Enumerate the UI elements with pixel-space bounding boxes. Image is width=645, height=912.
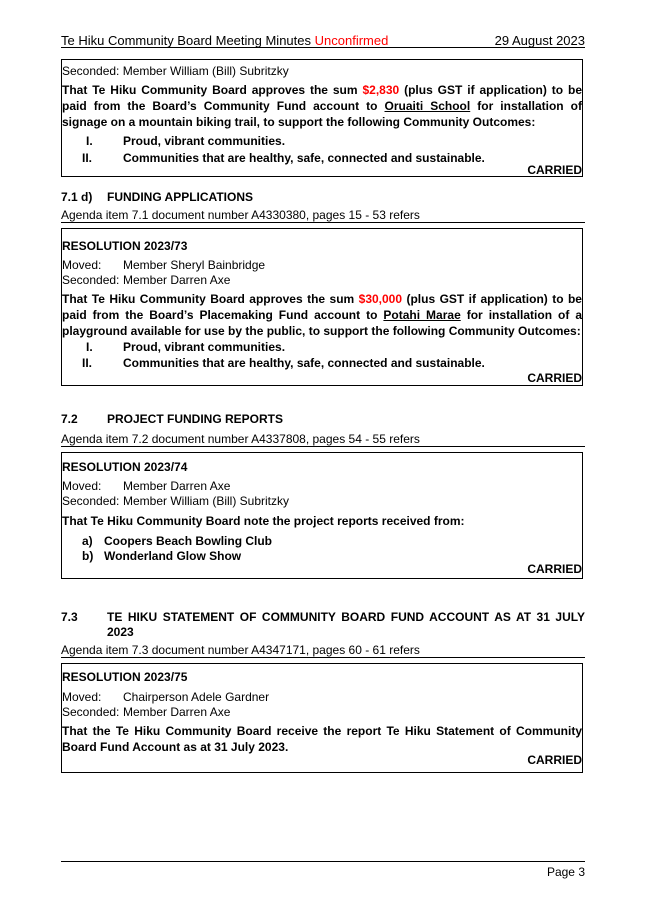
outcome-num: II. [82, 356, 93, 370]
page-footer [61, 861, 585, 879]
resolution-box [61, 228, 583, 386]
section-title: TE HIKU STATEMENT OF COMMUNITY BOARD FUND ACCOUNT AS AT 31 JULY 2023 [107, 610, 585, 639]
header-status: Unconfirmed [314, 33, 389, 48]
seconded-by: Member Darren Axe [123, 705, 231, 719]
seconded-by: Member Darren Axe [123, 273, 231, 287]
seconded-line: Seconded: Member William (Bill) Subritzky [62, 64, 289, 78]
resolution-text-mid: (plus GST if application) to be paid from the Board’s Placemaking Fund account to [62, 292, 582, 322]
resolution-number: RESOLUTION 2023/73 [62, 239, 188, 253]
resolution-text [62, 291, 582, 339]
carried-label: CARRIED [527, 163, 582, 177]
resolution-number: RESOLUTION 2023/74 [62, 460, 188, 474]
resolution-number: RESOLUTION 2023/75 [62, 670, 188, 684]
moved-label: Moved: [62, 690, 102, 704]
carried-label: CARRIED [527, 371, 582, 385]
section-number: 7.1 d) [61, 190, 93, 204]
outcome-num: II. [82, 151, 93, 165]
resolution-text-pre: That Te Hiku Community Board approves the sum [62, 292, 355, 306]
report-num: a) [82, 534, 93, 548]
seconded-label: Seconded: [62, 494, 120, 508]
page-number: Page 3 [546, 865, 585, 879]
resolution-recipient: Potahi Marae [383, 308, 461, 322]
resolution-box-continued [61, 59, 583, 177]
outcome-text: Proud, vibrant communities. [123, 134, 286, 148]
outcome-num: I. [86, 134, 93, 148]
seconded-label: Seconded: [62, 273, 120, 287]
resolution-box [61, 452, 583, 579]
section-title: PROJECT FUNDING REPORTS [107, 412, 284, 426]
moved-by: Chairperson Adele Gardner [123, 690, 270, 704]
carried-label: CARRIED [527, 753, 582, 767]
seconded-by: Member William (Bill) Subritzky [123, 494, 290, 508]
carried-label: CARRIED [527, 562, 582, 576]
report-name: Wonderland Glow Show [104, 549, 242, 563]
header-title: Te Hiku Community Board Meeting Minutes [61, 33, 311, 48]
resolution-text-mid: (plus GST if application) to be paid from the Board’s Community Fund account to [62, 83, 582, 113]
moved-by: Member Darren Axe [123, 479, 231, 493]
report-name: Coopers Beach Bowling Club [104, 534, 273, 548]
outcome-text: Communities that are healthy, safe, connected and sustainable. [123, 356, 485, 370]
agenda-line: Agenda item 7.1 document number A4330380, pages 15 - 53 refers [61, 208, 585, 223]
section-number: 7.2 [61, 412, 78, 426]
resolution-text-post: for installation of signage on a mountain biking trail, to support the following Community Outcomes: [62, 99, 582, 129]
section-title: FUNDING APPLICATIONS [107, 190, 253, 204]
resolution-recipient: Oruaiti School [384, 99, 471, 113]
agenda-line: Agenda item 7.3 document number A4347171, pages 60 - 61 refers [61, 643, 585, 658]
moved-label: Moved: [62, 479, 102, 493]
moved-label: Moved: [62, 258, 102, 272]
section-number: 7.3 [61, 610, 78, 624]
report-num: b) [82, 549, 94, 563]
resolution-amount: $2,830 [362, 83, 400, 97]
resolution-amount: $30,000 [358, 292, 403, 306]
resolution-text: That Te Hiku Community Board note the project reports received from: [62, 514, 465, 528]
resolution-box [61, 663, 583, 773]
header-title-line [61, 33, 388, 48]
outcome-text: Communities that are healthy, safe, connected and sustainable. [123, 151, 485, 165]
resolution-text: That the Te Hiku Community Board receive the report Te Hiku Statement of Community Board Fund Account as at 31 July 2023. [62, 724, 582, 754]
moved-by: Member Sheryl Bainbridge [123, 258, 266, 272]
outcome-num: I. [86, 340, 93, 354]
resolution-text-post: for installation of a playground available for use by the public, to support the following Community Outcomes: [62, 308, 582, 338]
outcome-text: Proud, vibrant communities. [123, 340, 286, 354]
agenda-line: Agenda item 7.2 document number A4337808, pages 54 - 55 refers [61, 432, 585, 447]
resolution-text-pre: That Te Hiku Community Board approves the sum [62, 83, 358, 97]
page-header [61, 33, 585, 48]
seconded-label: Seconded: [62, 705, 120, 719]
header-date: 29 August 2023 [494, 33, 585, 48]
resolution-text [62, 82, 582, 130]
